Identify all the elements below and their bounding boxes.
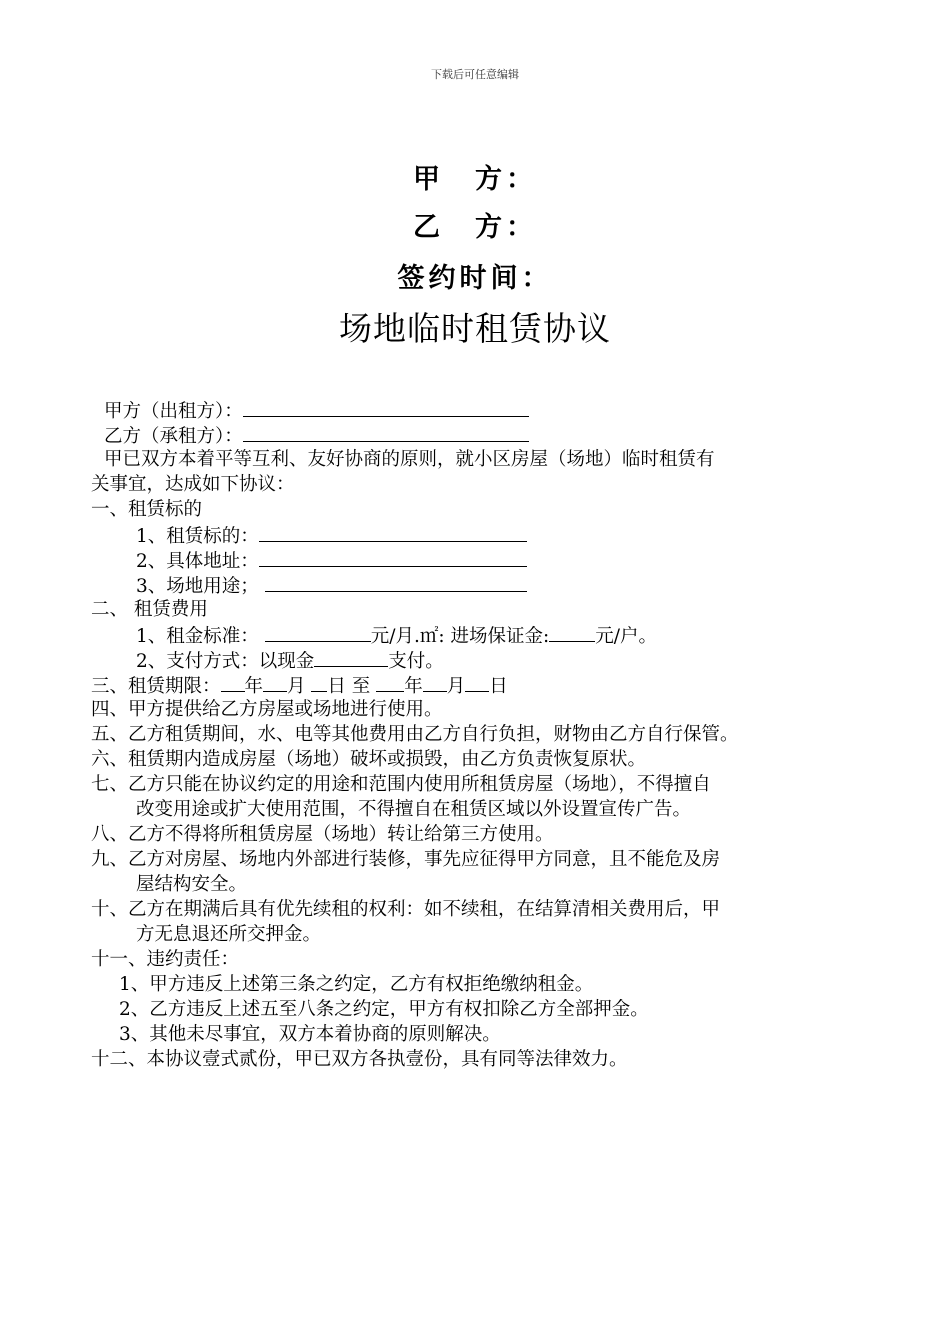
section-3-lease-term [91,672,861,697]
clause-7-line-2: 改变用途或扩大使用范围，不得擅自在租赁区域以外设置宣传广告。 [136,799,692,820]
start-day-blank [311,672,327,692]
start-year-blank [221,672,245,692]
section-1-heading: 一、租赁标的 [91,499,203,520]
cover-party-b-label: 乙 方： [413,212,537,243]
payment-method-label: 2、支付方式：以现金 [136,651,315,672]
address-label: 2、具体地址： [136,551,259,572]
clause-8: 八、乙方不得将所租赁房屋（场地）转让给第三方使用。 [91,824,554,845]
payment-blank [314,647,388,667]
section-2-heading: 二、 租赁费用 [91,599,208,620]
end-year-blank [376,672,404,692]
section-1-item-3 [91,572,861,597]
day-to-text: 日 至 [327,676,377,697]
cover-sign-date-label: 签约时间： [397,263,553,294]
cover-party-b [0,205,950,244]
party-b-line [91,422,861,447]
lease-term-label: 三、租赁期限： [91,676,221,697]
cover-party-a-label: 甲 方： [413,164,537,195]
clause-11-item-2: 2、乙方违反上述五至八条之约定，甲方有权扣除乙方全部押金。 [119,999,649,1020]
address-blank [259,547,527,567]
usage-blank [265,572,527,592]
preamble-line-1: 甲已双方本着平等互利、友好协商的原则，就小区房屋（场地）临时租赁有 [104,449,715,470]
deposit-blank [549,622,595,642]
deposit-unit: 元/户。 [595,626,657,647]
document-title: 场地临时租赁协议 [339,309,611,348]
end-day-text: 日 [489,676,508,697]
rent-standard-label: 1、租金标准： [136,626,259,647]
party-b-blank [243,422,529,442]
start-month-blank [263,672,287,692]
end-day-blank [465,672,489,692]
party-a-line [91,397,861,422]
payment-suffix: 支付。 [388,651,444,672]
clause-9-line-1: 九、乙方对房屋、场地内外部进行装修，事先应征得甲方同意，且不能危及房 [91,849,721,870]
month-text: 月 [287,676,312,697]
clause-11-item-3: 3、其他未尽事宜，双方本着协商的原则解决。 [119,1024,501,1045]
party-a-label: 甲方（出租方）： [104,401,243,422]
clause-10-line-1: 十、乙方在期满后具有优先续租的权利：如不续租，在结算清相关费用后，甲 [91,899,721,920]
rent-standard-blank [265,622,371,642]
clause-5: 五、乙方租赁期间，水、电等其他费用由乙方自行负担，财物由乙方自行保管。 [91,724,739,745]
preamble-line-2: 关事宜，达成如下协议： [91,474,295,495]
clause-7-line-1: 七、乙方只能在协议约定的用途和范围内使用所租赁房屋（场地），不得擅自 [91,774,711,795]
cover-sign-date [0,256,950,295]
end-month-text: 月 [446,676,466,697]
party-a-blank [243,397,529,417]
lease-subject-label: 1、租赁标的： [136,526,259,547]
section-1-item-2 [91,547,861,572]
section-1-item-1 [91,522,861,547]
cover-party-a [0,157,950,196]
clause-10-line-2: 方无息退还所交押金。 [136,924,322,945]
lease-subject-blank [259,522,527,542]
section-2-item-1 [91,622,861,647]
party-b-label: 乙方（承租方）： [104,426,243,447]
section-2-item-2 [91,647,861,672]
end-year-text: 年 [404,676,423,697]
end-month-blank [423,672,447,692]
clause-6: 六、租赁期内造成房屋（场地）破坏或损毁，由乙方负责恢复原状。 [91,749,647,770]
clause-11-item-1: 1、甲方违反上述第三条之约定，乙方有权拒绝缴纳租金。 [119,974,594,995]
page-header-note: 下载后可任意编辑 [431,68,519,81]
clause-4: 四、甲方提供给乙方房屋或场地进行使用。 [91,699,443,720]
rent-unit-deposit-label: 元/月.㎡: 进场保证金: [370,626,550,647]
clause-9-line-2: 屋结构安全。 [136,874,248,895]
clause-12: 十二、本协议壹式贰份，甲已双方各执壹份，具有同等法律效力。 [91,1049,628,1070]
usage-label: 3、场地用途； [136,576,259,597]
clause-11-heading: 十一、违约责任： [91,949,240,970]
year-text: 年 [244,676,264,697]
agreement-body [91,397,861,1072]
